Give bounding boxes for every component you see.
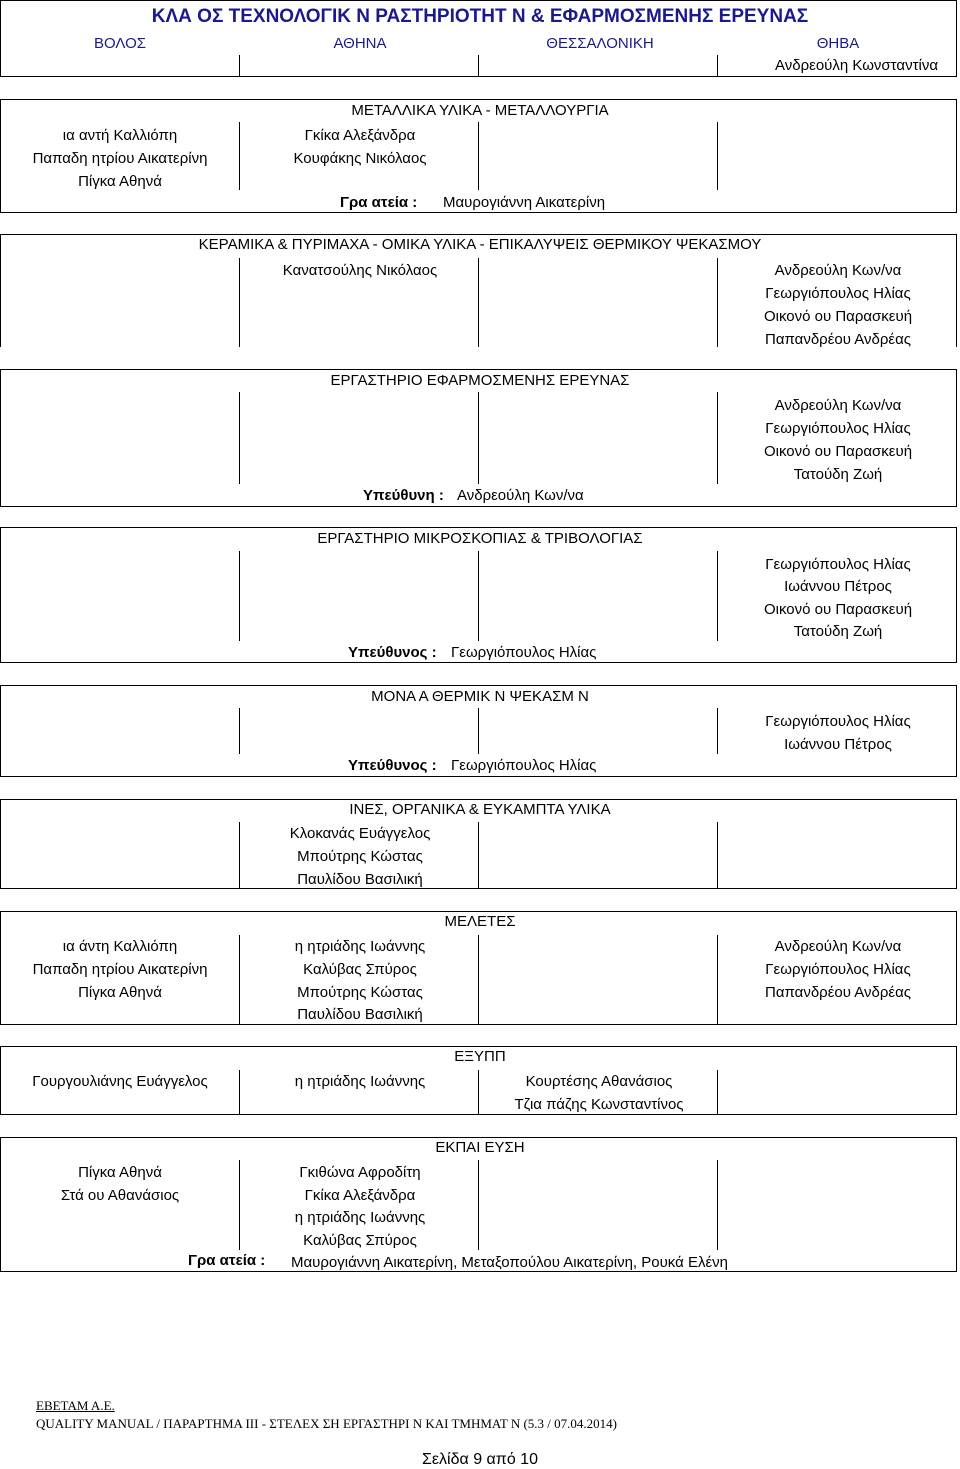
metals-col2-item: Γκίκα Αλεξάνδρα [304, 127, 416, 144]
exypp-col3-item: Κουρτέσης Αθανάσιος [525, 1073, 673, 1090]
studies-col2-item: Καλύβας Σπύρος [303, 961, 417, 978]
city-thiva: ΘΗΒΑ [816, 35, 860, 52]
section-title-ceramics: ΚΕΡΑΜΙΚΑ & ΠΥΡΙΜΑΧΑ - ΟΜΙΚΑ ΥΛΙΚΑ - ΕΠΙΚΑΛΥΨΕΙΣ ΘΕΡΜΙΚΟΥ ΨΕΚΑΣΜΟΥ [198, 236, 762, 253]
metals-secretariat-value: Μαυρογιάννη Αικατερίνη [443, 194, 606, 211]
footer-manual: QUALITY MANUAL / ΠΑΡΑΡΤΗΜΑ ΙΙΙ - ΣΤΕΛΕΧ ΣΗ ΕΡΓΑΣΤΗΡΙ Ν ΚΑΙ ΤΜΗΜΑΤ Ν (5.3 / 07.04.2014) [36, 1416, 617, 1431]
studies-col4-item: Γεωργιόπουλος Ηλίας [765, 961, 911, 978]
microscopy-lab-resp-label: Υπεύθυνος : [348, 644, 437, 661]
ceramics-col4-item: Ανδρεούλη Κων/να [774, 262, 902, 279]
head-name: Ανδρεούλη Κωνσταντίνα [775, 57, 938, 74]
applied-lab-col4-item: Γεωργιόπουλος Ηλίας [765, 420, 911, 437]
section-title-fibers: ΙΝΕΣ, ΟΡΓΑΝΙΚΑ & ΕΥΚΑΜΠΤΑ ΥΛΙΚΑ [349, 801, 611, 818]
training-col1-item: Στά ου Αθανάσιος [60, 1187, 180, 1204]
section-title-studies: ΜΕΛΕΤΕΣ [444, 913, 516, 930]
metals-col2-item: Κουφάκης Νικόλαος [293, 150, 427, 167]
fibers-col2-item: Παυλίδου Βασιλική [297, 871, 423, 888]
spray-unit-resp-label: Υπεύθυνος : [348, 757, 437, 774]
training-col2-item: Καλύβας Σπύρος [303, 1232, 417, 1249]
studies-col1-item: Παπαδη ητρίου Αικατερίνη [32, 961, 208, 978]
section-title-microscopy-lab: ΕΡΓΑΣΤΗΡΙΟ ΜΙΚΡΟΣΚΟΠΙΑΣ & ΤΡΙΒΟΛΟΓΙΑΣ [317, 530, 643, 547]
studies-col4-item: Ανδρεούλη Κων/να [774, 938, 902, 955]
metals-col1-item: ια αντή Καλλιόπη [62, 127, 178, 144]
metals-col1-item: Πίγκα Αθηνά [78, 173, 162, 190]
applied-lab-col4-item: Ανδρεούλη Κων/να [774, 397, 902, 414]
studies-col4-item: Παπανδρέου Ανδρέας [765, 984, 911, 1001]
metals-secretariat-label: Γρα ατεία : [340, 194, 418, 211]
studies-col1-item: ια άντη Καλλιόπη [62, 938, 178, 955]
fibers-col2-item: Μπούτρης Κώστας [297, 848, 423, 865]
page-number: Σελίδα 9 από 10 [422, 1451, 538, 1468]
page-title: ΚΛΑ ΟΣ ΤΕΧΝΟΛΟΓΙΚ Ν ΡΑΣΤΗΡΙΟΤΗΤ Ν & ΕΦΑΡΜΟΣΜΕΝΗΣ ΕΡΕΥΝΑΣ [151, 6, 809, 27]
section-title-metals: ΜΕΤΑΛΛΙΚΑ ΥΛΙΚΑ - ΜΕΤΑΛΛΟΥΡΓΙΑ [351, 102, 609, 119]
section-title-training: ΕΚΠΑΙ ΕΥΣΗ [435, 1139, 525, 1156]
studies-col2-item: Μπούτρης Κώστας [297, 984, 423, 1001]
training-col2-item: Γκιθώνα Αφροδίτη [299, 1164, 421, 1181]
microscopy-lab-col4-item: Ιωάννου Πέτρος [784, 578, 892, 595]
studies-col2-item: η ητριάδης Ιωάννης [294, 938, 426, 955]
training-col2-item: η ητριάδης Ιωάννης [294, 1209, 426, 1226]
microscopy-lab-col4-item: Τατούδη Ζωή [793, 623, 883, 640]
exypp-col1-item: Γουργουλιάνης Ευάγγελος [32, 1073, 208, 1090]
city-athens: ΑΘΗΝΑ [333, 35, 387, 52]
training-col2-item: Γκίκα Αλεξάνδρα [304, 1187, 416, 1204]
training-col1-item: Πίγκα Αθηνά [78, 1164, 162, 1181]
section-title-applied-lab: ΕΡΓΑΣΤΗΡΙΟ ΕΦΑΡΜΟΣΜΕΝΗΣ ΕΡΕΥΝΑΣ [330, 372, 630, 389]
training-secretariat-value: Μαυρογιάννη Αικατερίνη, Μεταξοπούλου Αικατερίνη, Ρουκά Ελένη [291, 1254, 728, 1271]
applied-lab-resp-label: Υπεύθυνη : [363, 487, 444, 504]
spray-unit-col4-item: Ιωάννου Πέτρος [784, 736, 892, 753]
spray-unit-resp-value: Γεωργιόπουλος Ηλίας [451, 757, 597, 774]
exypp-col2-item: η ητριάδης Ιωάννης [294, 1073, 426, 1090]
ceramics-col2-item: Κανατσούλης Νικόλαος [282, 262, 438, 279]
spray-unit-col4-item: Γεωργιόπουλος Ηλίας [765, 713, 911, 730]
studies-col1-item: Πίγκα Αθηνά [78, 984, 162, 1001]
applied-lab-col4-item: Οικονό ου Παρασκευή [763, 443, 913, 460]
fibers-col2-item: Κλοκανάς Ευάγγελος [289, 825, 431, 842]
footer-company: ΕΒΕΤΑΜ Α.Ε. [36, 1398, 115, 1413]
section-title-spray-unit: ΜΟΝΑ Α ΘΕΡΜΙΚ Ν ΨΕΚΑΣΜ Ν [371, 688, 589, 705]
ceramics-col4-item: Παπανδρέου Ανδρέας [765, 331, 911, 348]
applied-lab-col4-item: Τατούδη Ζωή [793, 466, 883, 483]
microscopy-lab-col4-item: Γεωργιόπουλος Ηλίας [765, 556, 911, 573]
ceramics-col4-item: Γεωργιόπουλος Ηλίας [765, 285, 911, 302]
microscopy-lab-col4-item: Οικονό ου Παρασκευή [763, 601, 913, 618]
ceramics-col4-item: Οικονό ου Παρασκευή [763, 308, 913, 325]
training-secretariat-label: Γρα ατεία : [188, 1252, 266, 1269]
section-title-exypp: ΕΞΥΠΠ [454, 1048, 506, 1065]
applied-lab-resp-value: Ανδρεούλη Κων/να [457, 487, 584, 504]
exypp-col3-item: Τζια πάζης Κωνσταντίνος [514, 1096, 684, 1113]
studies-col2-item: Παυλίδου Βασιλική [297, 1006, 423, 1023]
microscopy-lab-resp-value: Γεωργιόπουλος Ηλίας [451, 644, 597, 661]
city-thessaloniki: ΘΕΣΣΑΛΟΝΙΚΗ [546, 35, 654, 52]
metals-col1-item: Παπαδη ητρίου Αικατερίνη [32, 150, 208, 167]
city-volos: ΒΟΛΟΣ [93, 35, 147, 52]
